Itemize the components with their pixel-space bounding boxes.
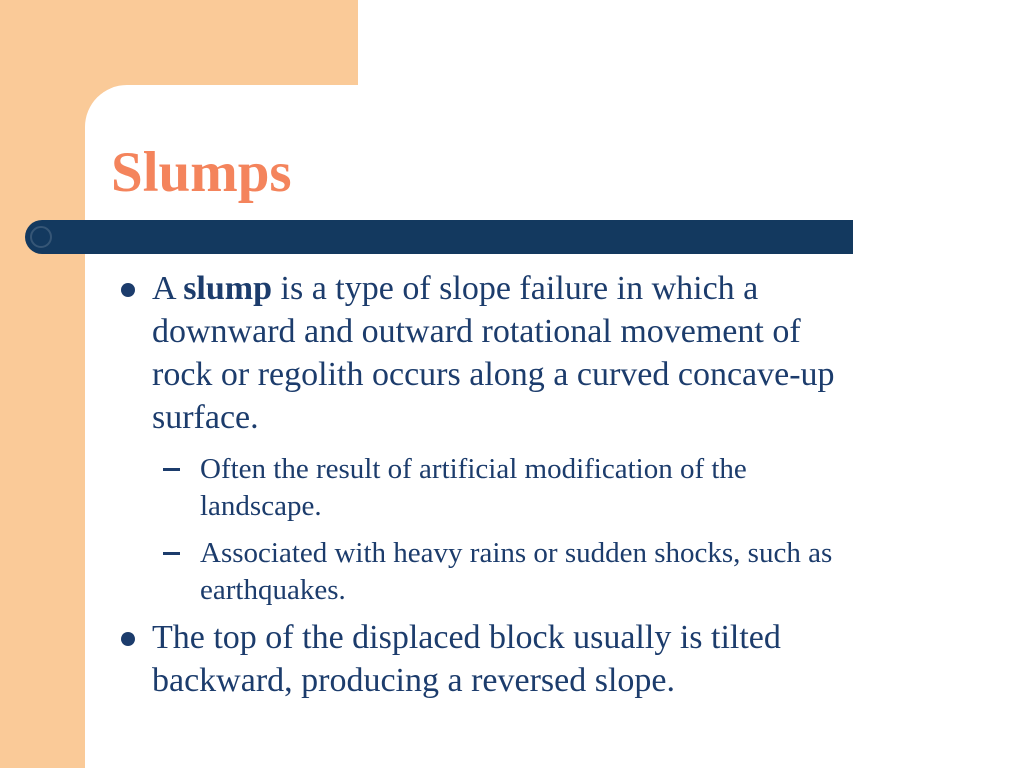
bullet-1-line-2: downward and outward rotational movement of [152,313,801,350]
slide-body-text [121,267,981,702]
bullet-dash-icon [163,468,180,471]
bullet-dot-icon [121,616,152,646]
sub-bullet-1-line-1: Often the result of artificial modification of the [200,453,747,485]
sub-bullet-2-line-1: Associated with heavy rains or sudden shocks, such as [200,537,833,569]
bullet-1-line-4: surface. [152,399,259,436]
bullet-dot-icon [121,632,135,646]
bullet-1-line-3: rock or regolith occurs along a curved concave-up [152,356,835,393]
sub-bullet-2-text [200,535,832,609]
sub-bullet-1-line-2: landscape. [200,490,322,522]
bullet-2-text [152,616,781,702]
sub-bullet-item-1 [163,451,981,525]
bullet-1-keyword: slump [183,270,273,307]
bullet-item-1 [121,267,981,439]
bullet-dot-icon [121,267,152,297]
bullet-1-line-1-pre: A [152,270,184,307]
bullet-2-line-1: The top of the displaced block usually is tilted [152,619,781,656]
sub-bullet-2-line-2: earthquakes. [200,574,346,606]
bar-circle-ornament [30,226,52,248]
bullet-item-2 [121,616,981,702]
sub-bullet-1-text [200,451,747,525]
bullet-dash-icon [163,451,200,471]
sub-bullet-item-2 [163,535,981,609]
bullet-1-line-1 [152,267,835,310]
bullet-dot-icon [121,283,135,297]
bullet-1-text [152,267,835,439]
bullet-2-line-2: backward, producing a reversed slope. [152,662,676,699]
title-underline-bar [25,220,853,254]
bullet-dash-icon [163,535,200,555]
slide-title: Slumps [111,141,292,204]
bullet-1-line-1-post: is a type of slope failure in which a [272,270,759,307]
bullet-dash-icon [163,552,180,555]
